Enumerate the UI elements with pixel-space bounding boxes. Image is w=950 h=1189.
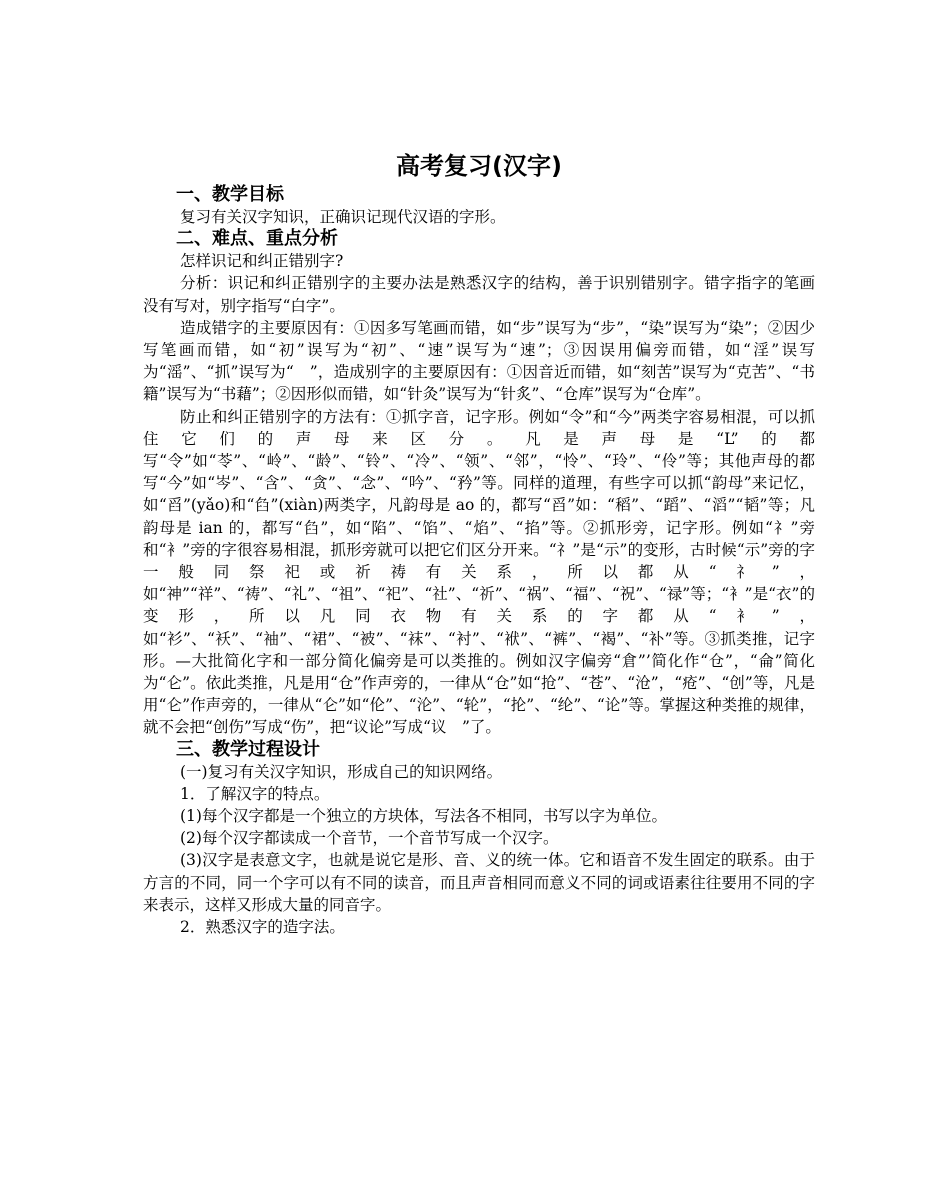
process-subheading: (一)复习有关汉字知识，形成自己的知识网络。 <box>180 762 503 781</box>
section-heading-goals: 一、教学目标 <box>176 184 284 205</box>
document-title: 高考复习(汉字) <box>396 152 562 180</box>
process-point-2: (2)每个汉字都读成一个音节，一个音节写成一个汉字。 <box>180 829 559 848</box>
causes-paragraph: 造成错字的主要原因有：①因多写笔画而错，如“步”误写为“步”，“染”误写为“染”；②因少写笔画而错，如“初”误写为“初”、“速”误写为“速”；③因误用偏旁而错，如“淫”误写为“滛”、“抓”误写为“ ”，造成别字的主要原因有：①因音近而错，如“刻苦”误写为“克苦”、“书籍”误写为“书藉”；②因形似而错，如“针灸”误写为“针炙”、“仓库”误写为“仓库”。 <box>143 318 815 404</box>
process-point-1: (1)每个汉字都是一个独立的方块体，写法各不相同，书写以字为单位。 <box>180 807 667 826</box>
section-heading-process: 三、教学过程设计 <box>176 738 320 760</box>
analysis-question: 怎样识记和纠正错别字? <box>180 252 344 271</box>
process-item-2: 2．熟悉汉字的造字法。 <box>180 918 345 937</box>
analysis-paragraph: 分析：识记和纠正错别字的主要办法是熟悉汉字的结构，善于识别错别字。错字指字的笔画没有写对，别字指写“白字”。 <box>143 274 815 315</box>
methods-paragraph: 防止和纠正错别字的方法有：①抓字音，记字形。例如“令”和“今”两类字容易相混，可以抓住它们的声母来区分。凡是声母是“L”的都写“令”如“苓”、“岭”、“龄”、“铃”、“冷”、“领”、“邻”，“怜”、“玲”、“伶”等；其他声母的都写“今”如“岑”、“含”、“贪”、“念”、“吟”、“矜”等。同样的道理，有些字可以抓“韵母”来记忆，如“舀”(yǎo)和“臽”(xiàn)两类字，凡韵母是 ao 的，都写“舀”如：“稻”、“蹈”、“滔”“韬”等；凡韵母是 ian 的，都写“臽”，如“陷”、“馅”、“焰”、“掐”等。②抓形旁，记字形。例如“礻”旁和“衤”旁的字很容易相混，抓形旁就可以把它们区分开来。“礻”是“示”的变形，古时候“示”旁的字一般同祭祀或祈祷有关系，所以都从“礻”，如“神”“祥”、“祷”、“礼”、“祖”、“祀”、“社”、“祈”、“祸”、“福”、“祝”、“禄”等；“衤”是“衣”的变形，所以凡同衣物有关系的字都从“衤”，如“衫”、“袄”、“袖”、“裙”、“被”、“袜”、“衬”、“袱”、“裤”、“褐”、“补”等。③抓类推，记字形。—大批简化字和一部分简化偏旁是可以类推的。例如汉字偏旁“倉”’简化作“仓”，“侖”简化为“仑”。依此类推，凡是用“仓”作声旁的，一律从“仓”如“抢”、“苍”、“沧”，“疮”、“创”等，凡是用“仑”作声旁的，一律从“仑”如“伦”、“沦”、“轮”，“抡”、“纶”、“论”等。掌握这种类推的规律，就不会把“创伤”写成“伤”，把“议论”写成“议 ”了。 <box>143 407 815 737</box>
process-item-1: 1．了解汉字的特点。 <box>180 784 330 803</box>
document-page <box>143 150 815 938</box>
section-heading-analysis: 二、难点、重点分析 <box>176 228 338 250</box>
goals-paragraph: 复习有关汉字知识，正确识记现代汉语的字形。 <box>180 208 506 226</box>
process-point-3: (3)汉字是表意文字，也就是说它是形、音、义的统一体。它和语音不发生固定的联系。由于方言的不同，同一个字可以有不同的读音，而且声音相同而意义不同的词或语素往往要用不同的字来表示，这样又形成大量的同音字。 <box>143 851 815 914</box>
